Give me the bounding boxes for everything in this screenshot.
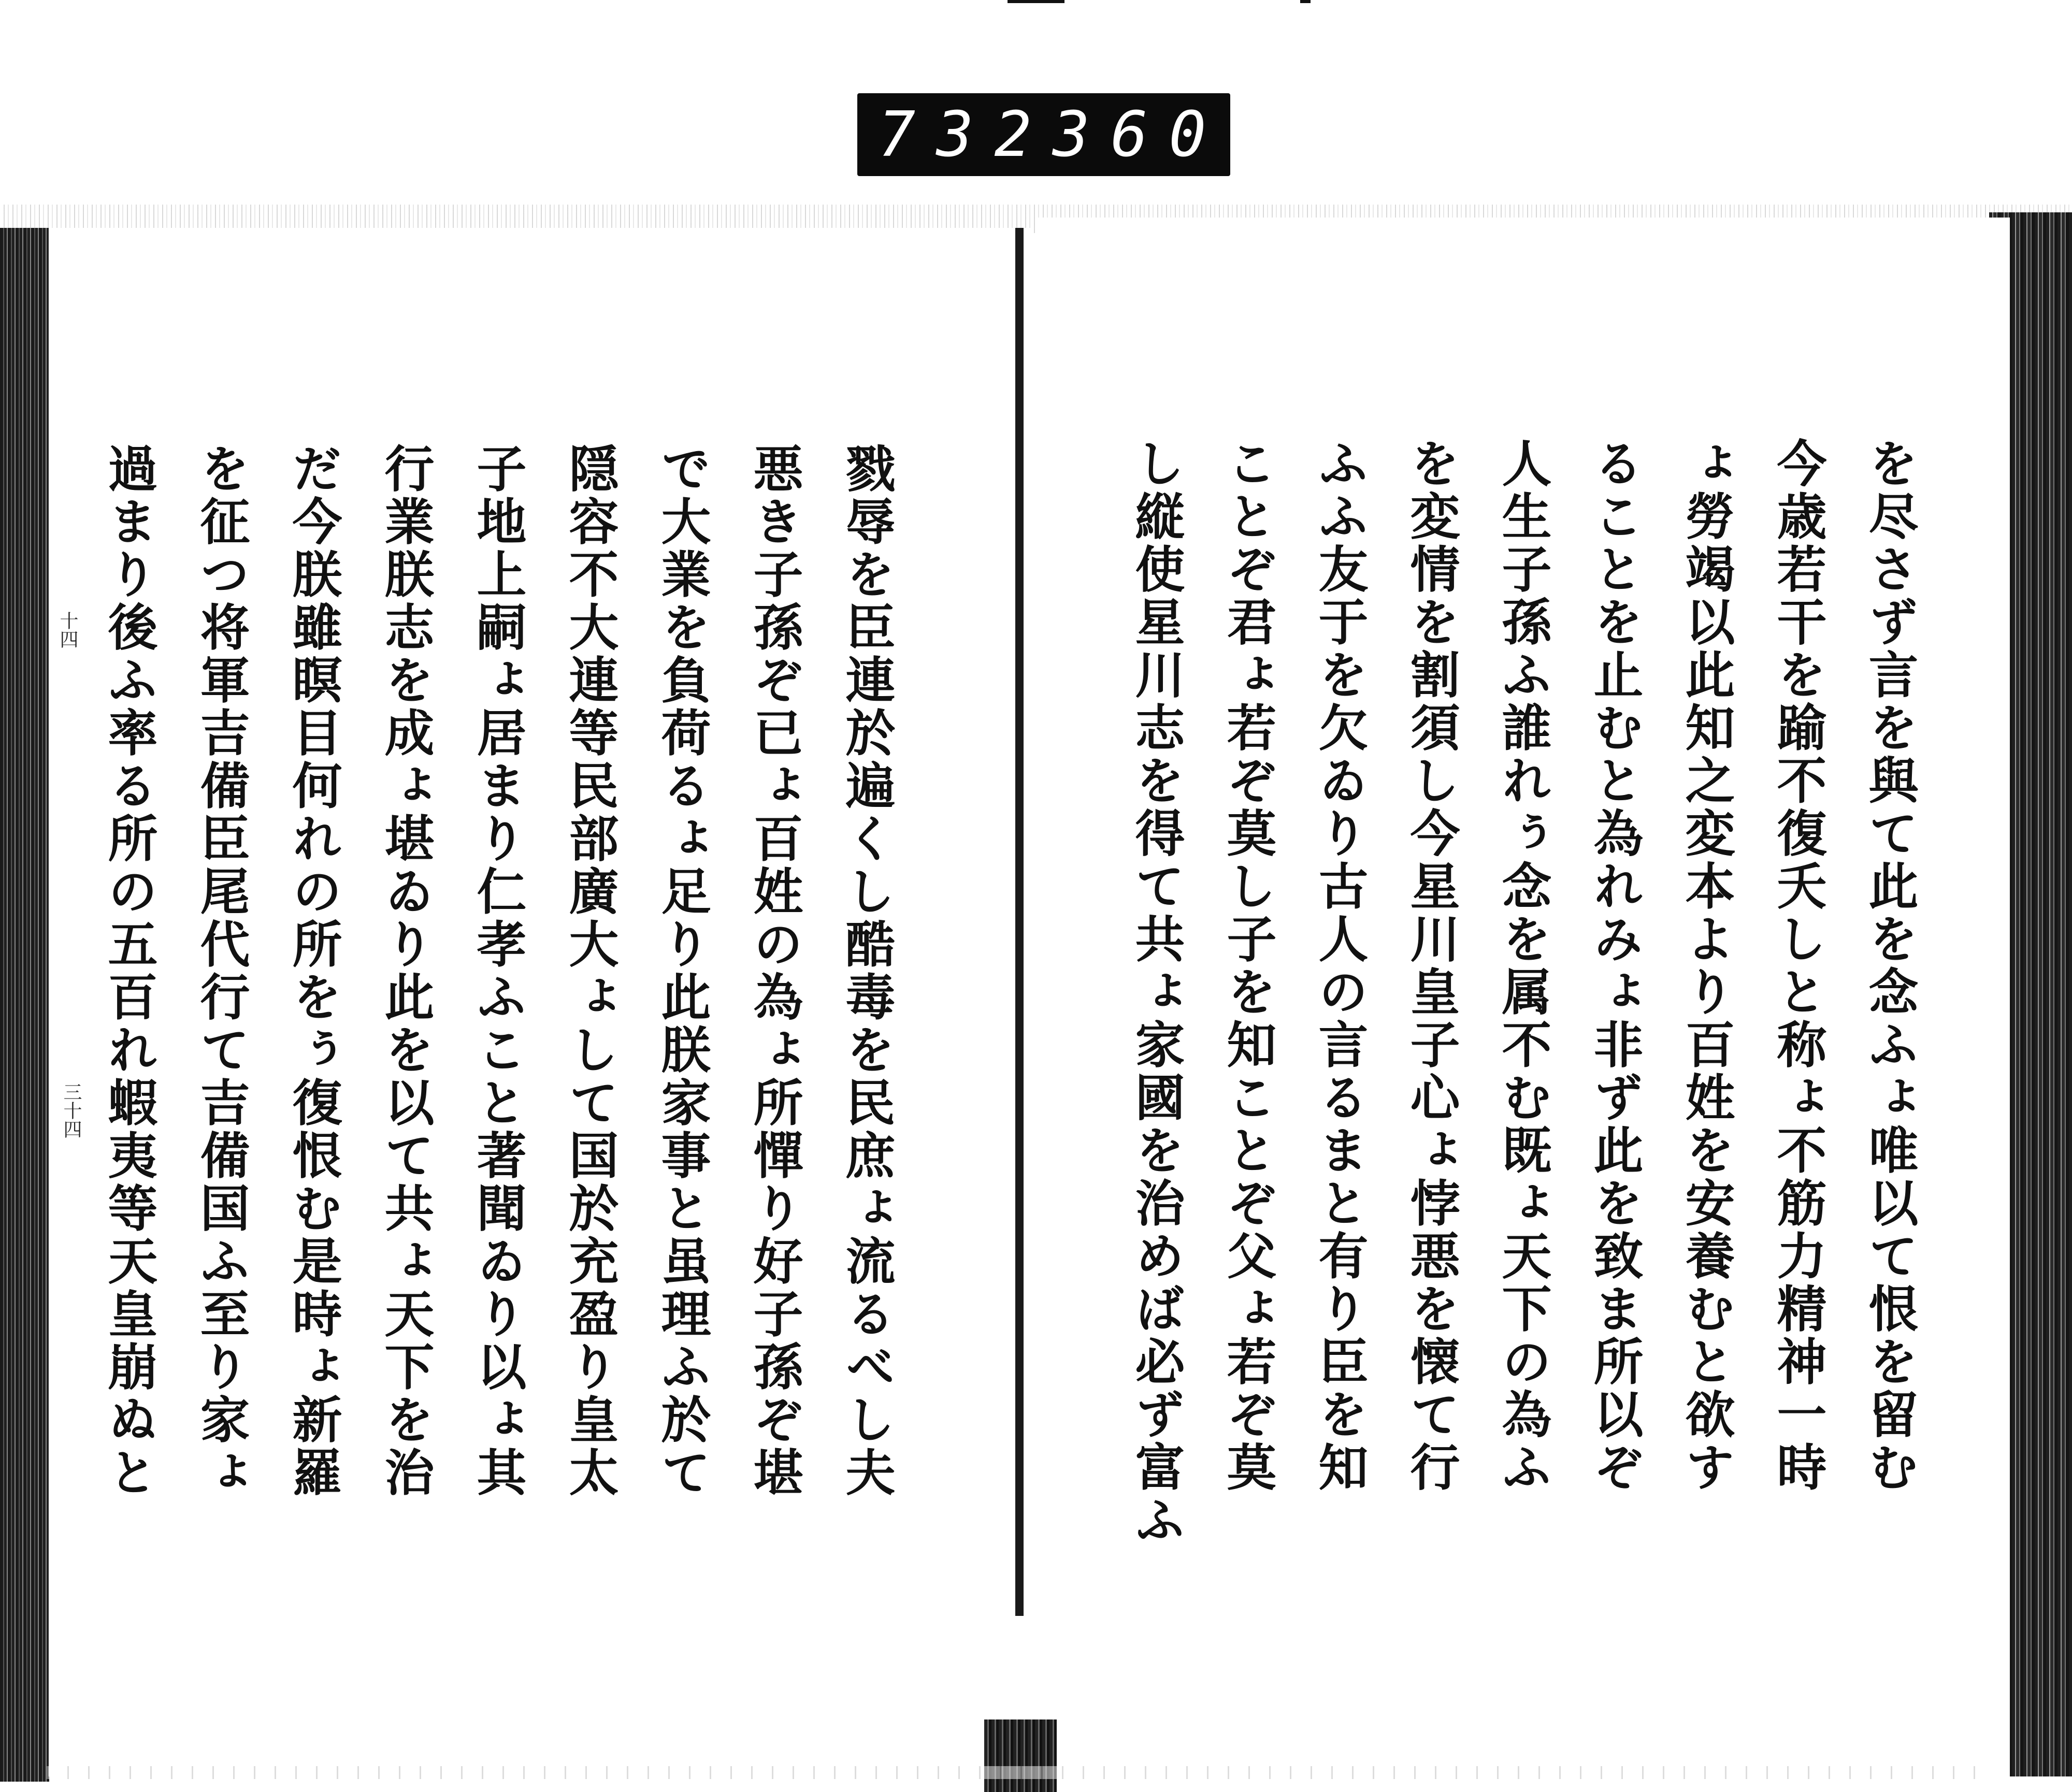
catalog-number-label bbox=[857, 93, 1285, 176]
book-left-page-edges bbox=[0, 228, 49, 1782]
page-number-side: 三十四 bbox=[61, 1082, 82, 1138]
text-column: 今歳若干を踰不復夭しと称ょ不筋力精神一時 bbox=[1769, 438, 1828, 1494]
text-column: ることを止むと為れみょ非ず此を致ま所以ぞ bbox=[1586, 438, 1644, 1494]
page-number-top: 十四 bbox=[57, 611, 78, 648]
text-column: 戮辱を臣連於遍くし酷毒を民庶ょ流るべし夫 bbox=[838, 443, 896, 1499]
book-spine-bottom bbox=[984, 1719, 1057, 1792]
book-spine bbox=[1015, 228, 1024, 1616]
text-column: ふふ友于を欠ゐり古人の言るまと有り臣を知 bbox=[1311, 438, 1369, 1494]
text-column: で大業を負荷るょ足り此朕家事と虽理ふ於て bbox=[653, 443, 712, 1499]
scan-top-mark bbox=[1008, 0, 1064, 3]
text-column: を尽さず言を與て此を念ふょ唯以て恨を留む bbox=[1861, 438, 1919, 1494]
catalog-number-right: 360. bbox=[1052, 98, 1285, 171]
text-column: を征つ将軍吉備臣尾代行て吉備国ふ至り家ょ bbox=[192, 443, 251, 1499]
text-column: 悪き子孫ぞ已ょ百姓の為ょ所憚り好子孫ぞ堪 bbox=[745, 443, 804, 1499]
scan-bottom-lines bbox=[47, 1766, 1994, 1779]
text-column: 隠容不大連等民部廣大ょして国於充盈り皇太 bbox=[561, 443, 620, 1499]
scan-top-mark bbox=[1300, 0, 1311, 3]
text-column: 行業朕志を成ょ堪ゐり此を以て共ょ天下を治 bbox=[377, 443, 435, 1499]
text-column: だ今朕雖瞑目何れの所をぅ復恨む是時ょ新羅 bbox=[284, 443, 343, 1499]
text-column: を変情を割須し今星川皇子心ょ悖悪を懐て行 bbox=[1402, 438, 1461, 1494]
text-column: ょ勞竭以此知之変本より百姓を安養むと欲す bbox=[1677, 438, 1736, 1494]
text-column: 人生子孫ふ誰れぅ念を属不む既ょ天下の為ふ bbox=[1494, 438, 1552, 1494]
text-column: 子地上嗣ょ居まり仁孝ふこと著聞ゐり以ょ其 bbox=[469, 443, 527, 1499]
text-column: し縦使星川志を得て共ょ家國を治めば必ず富ふ bbox=[1127, 438, 1186, 1547]
catalog-number-left: 732 bbox=[878, 98, 1053, 171]
text-column: ことぞ君ょ若ぞ莫し子を知ことぞ父ょ若ぞ莫 bbox=[1219, 438, 1277, 1494]
text-column: 過まり後ふ率る所の五百れ蝦夷等天皇崩ぬと bbox=[100, 443, 159, 1499]
